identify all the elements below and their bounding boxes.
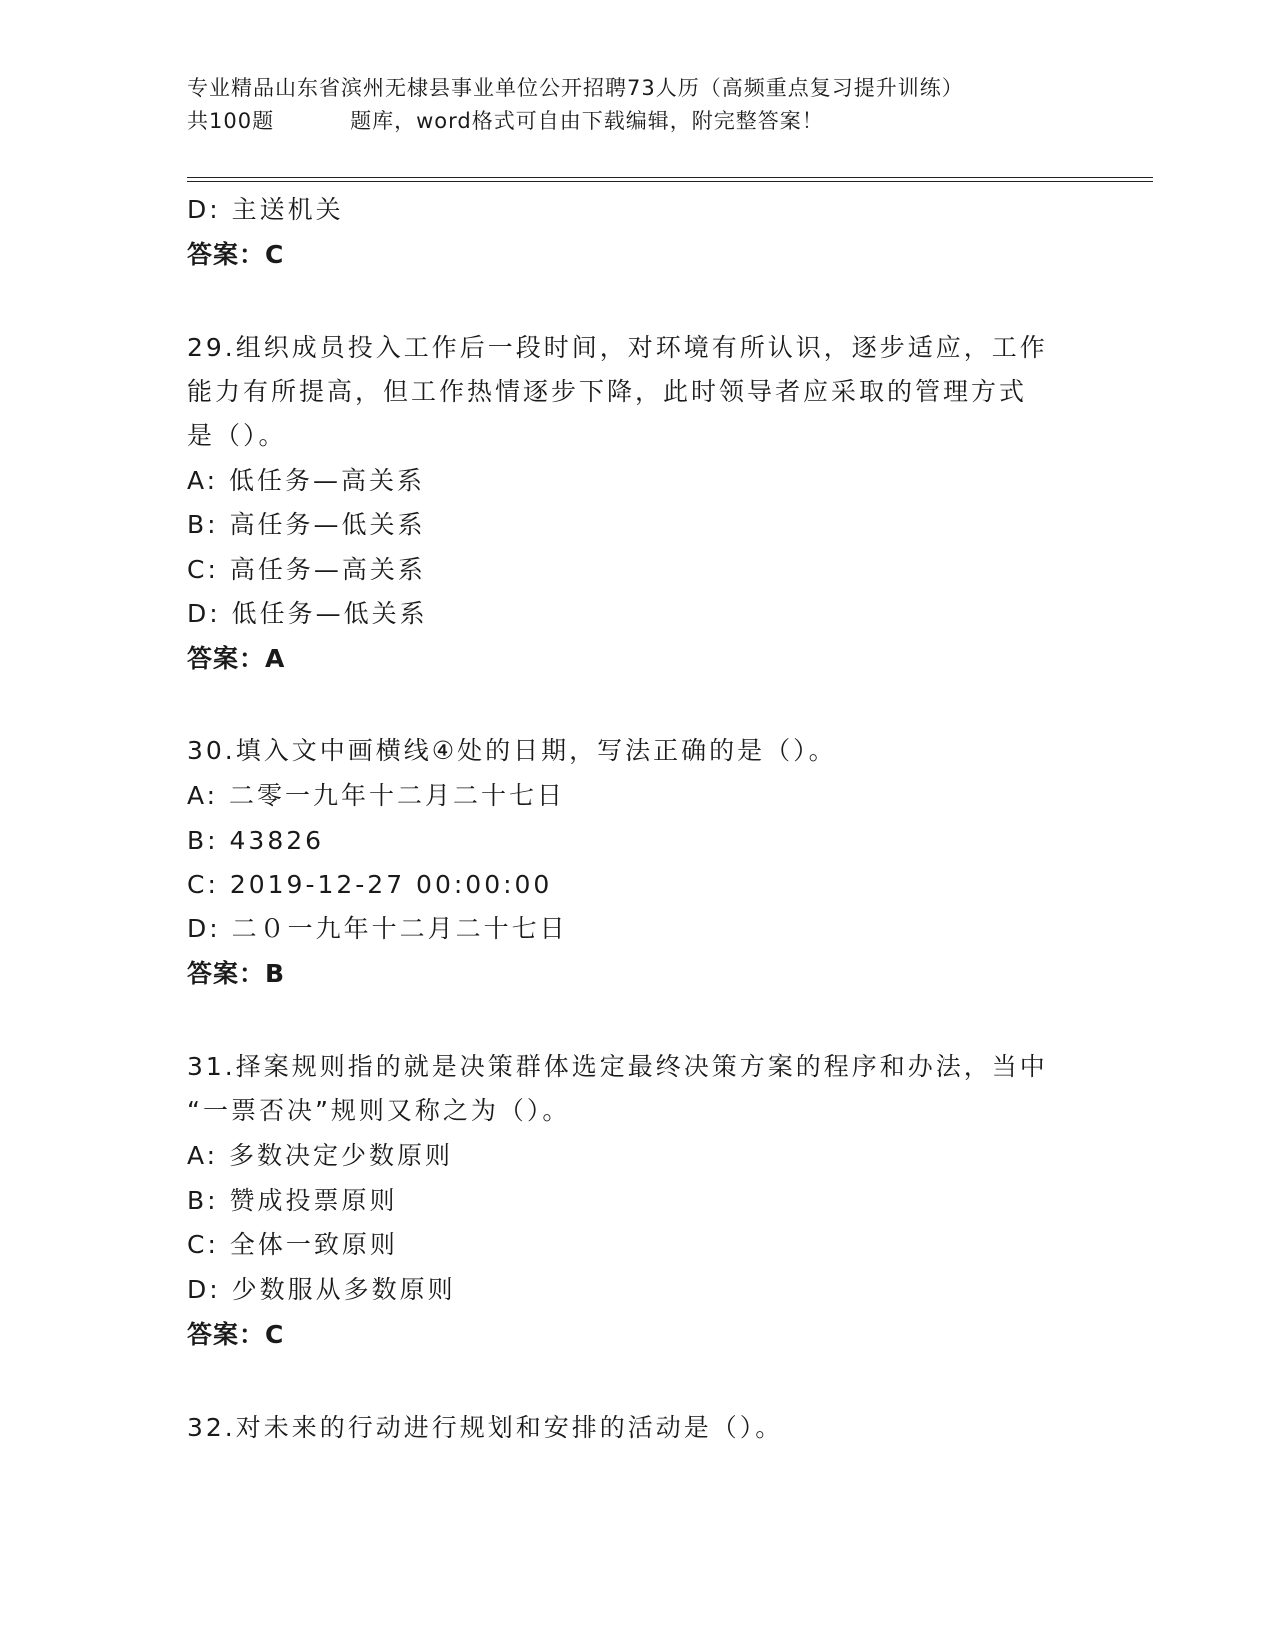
q32-stem-line-1: 32.对未来的行动进行规划和安排的活动是（）。 [187,1413,784,1442]
q28-answer: 答案：C [187,240,285,269]
q30-option-b: B: 43826 [187,826,325,855]
q31-option-c: C: 全体一致原则 [187,1230,398,1259]
q29-stem-line-3: 是（）。 [187,421,287,450]
header-rule-top [187,177,1153,178]
q31-stem-line-2: “一票否决”规则又称之为（）。 [187,1096,571,1125]
q28-option-d: D: 主送机关 [187,195,344,224]
q29-answer: 答案：A [187,644,286,673]
q30-option-d: D: 二０一九年十二月二十七日 [187,914,568,943]
q30-stem-line-1: 30.填入文中画横线④处的日期，写法正确的是（）。 [187,736,837,765]
q29-option-b: B: 高任务—低关系 [187,510,426,539]
q30-answer: 答案：B [187,959,286,988]
q29-option-d: D: 低任务—低关系 [187,599,428,628]
header-rule-bottom [187,181,1153,182]
q31-option-d: D: 少数服从多数原则 [187,1275,456,1304]
header-subtitle-line [187,105,1087,138]
q29-stem-line-2: 能力有所提高，但工作热情逐步下降，此时领导者应采取的管理方式 [187,377,1028,406]
page-header [187,72,1087,138]
header-question-count: 共100题 [187,109,275,133]
q30-option-a: A: 二零一九年十二月二十七日 [187,781,566,810]
header-title-line: 专业精品山东省滨州无棣县事业单位公开招聘73人历（高频重点复习提升训练） [187,76,964,100]
header-description: 题库，word格式可自由下载编辑，附完整答案！ [350,109,824,133]
q31-option-b: B: 赞成投票原则 [187,1186,398,1215]
q29-option-c: C: 高任务—高关系 [187,555,426,584]
q29-stem-line-1: 29.组织成员投入工作后一段时间，对环境有所认识，逐步适应，工作 [187,333,1048,362]
q29-option-a: A: 低任务—高关系 [187,466,426,495]
q31-stem-line-1: 31.择案规则指的就是决策群体选定最终决策方案的程序和办法，当中 [187,1052,1048,1081]
q31-answer: 答案：C [187,1320,285,1349]
q30-option-c: C: 2019-12-27 00:00:00 [187,870,553,899]
q31-option-a: A: 多数决定少数原则 [187,1141,454,1170]
